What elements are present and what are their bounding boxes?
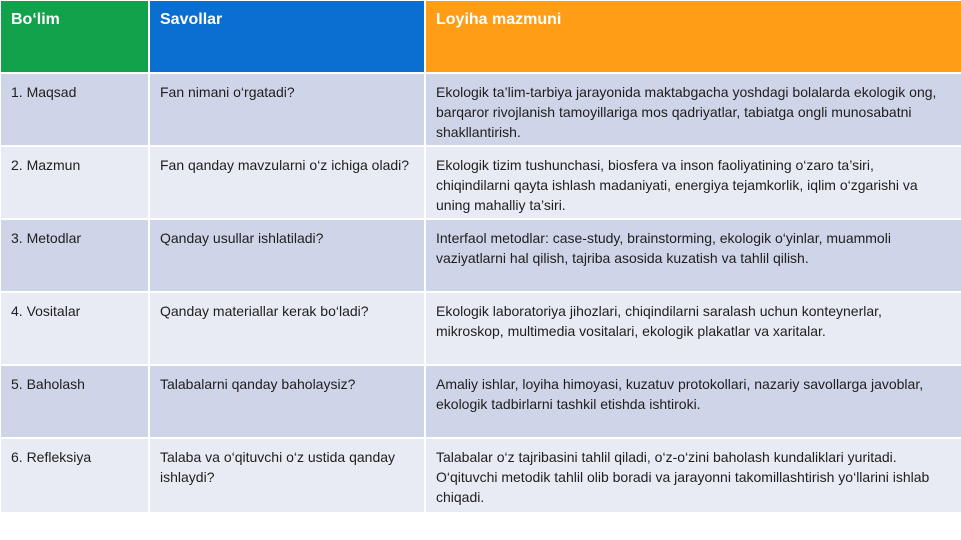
- section-cell: 1. Maqsad: [1, 74, 148, 145]
- question-cell: Qanday usullar ishlatiladi?: [150, 220, 424, 291]
- question-cell: Talaba va o‘qituvchi o‘z ustida qanday ishlaydi?: [150, 439, 424, 512]
- section-cell: 6. Refleksiya: [1, 439, 148, 512]
- content-cell: Ekologik ta’lim-tarbiya jarayonida maktabgacha yoshdagi bolalarda ekologik ong, barqaror rivojlanish tamoyillariga mos qadriyatlar, tabiatga ongli munosabatni shakllantirish.: [426, 74, 961, 145]
- question-cell: Fan nimani o‘rgatadi?: [150, 74, 424, 145]
- section-cell: 3. Metodlar: [1, 220, 148, 291]
- content-cell: Ekologik laboratoriya jihozlari, chiqindilarni saralash uchun konteynerlar, mikroskop, multimedia vositalari, ekologik plakatlar va xaritalar.: [426, 293, 961, 364]
- content-cell: Ekologik tizim tushunchasi, biosfera va inson faoliyatining o‘zaro ta’siri, chiqindilarni qayta ishlash madaniyati, energiya tejamkorlik, iqlim o‘zgarishi va uning mahalliy ta’siri.: [426, 147, 961, 218]
- content-cell: Interfaol metodlar: case-study, brainstorming, ekologik o‘yinlar, muammoli vaziyatlarni hal qilish, tajriba asosida kuzatish va tahlil qilish.: [426, 220, 961, 291]
- question-cell: Qanday materiallar kerak bo‘ladi?: [150, 293, 424, 364]
- header-questions: Savollar: [150, 1, 424, 72]
- question-cell: Talabalarni qanday baholaysiz?: [150, 366, 424, 437]
- project-table: [1, 1, 957, 512]
- header-content: Loyiha mazmuni: [426, 1, 961, 72]
- section-cell: 2. Mazmun: [1, 147, 148, 218]
- header-section: Bo‘lim: [1, 1, 148, 72]
- content-cell: Talabalar o‘z tajribasini tahlil qiladi, o‘z-o‘zini baholash kundaliklari yuritadi. O‘qituvchi metodik tahlil olib boradi va jarayonni takomillashtirish yo‘llarini ishlab chiqadi.: [426, 439, 961, 512]
- content-cell: Amaliy ishlar, loyiha himoyasi, kuzatuv protokollari, nazariy savollarga javoblar, ekologik tadbirlarni tashkil etishda ishtiroki.: [426, 366, 961, 437]
- question-cell: Fan qanday mavzularni o‘z ichiga oladi?: [150, 147, 424, 218]
- section-cell: 4. Vositalar: [1, 293, 148, 364]
- section-cell: 5. Baholash: [1, 366, 148, 437]
